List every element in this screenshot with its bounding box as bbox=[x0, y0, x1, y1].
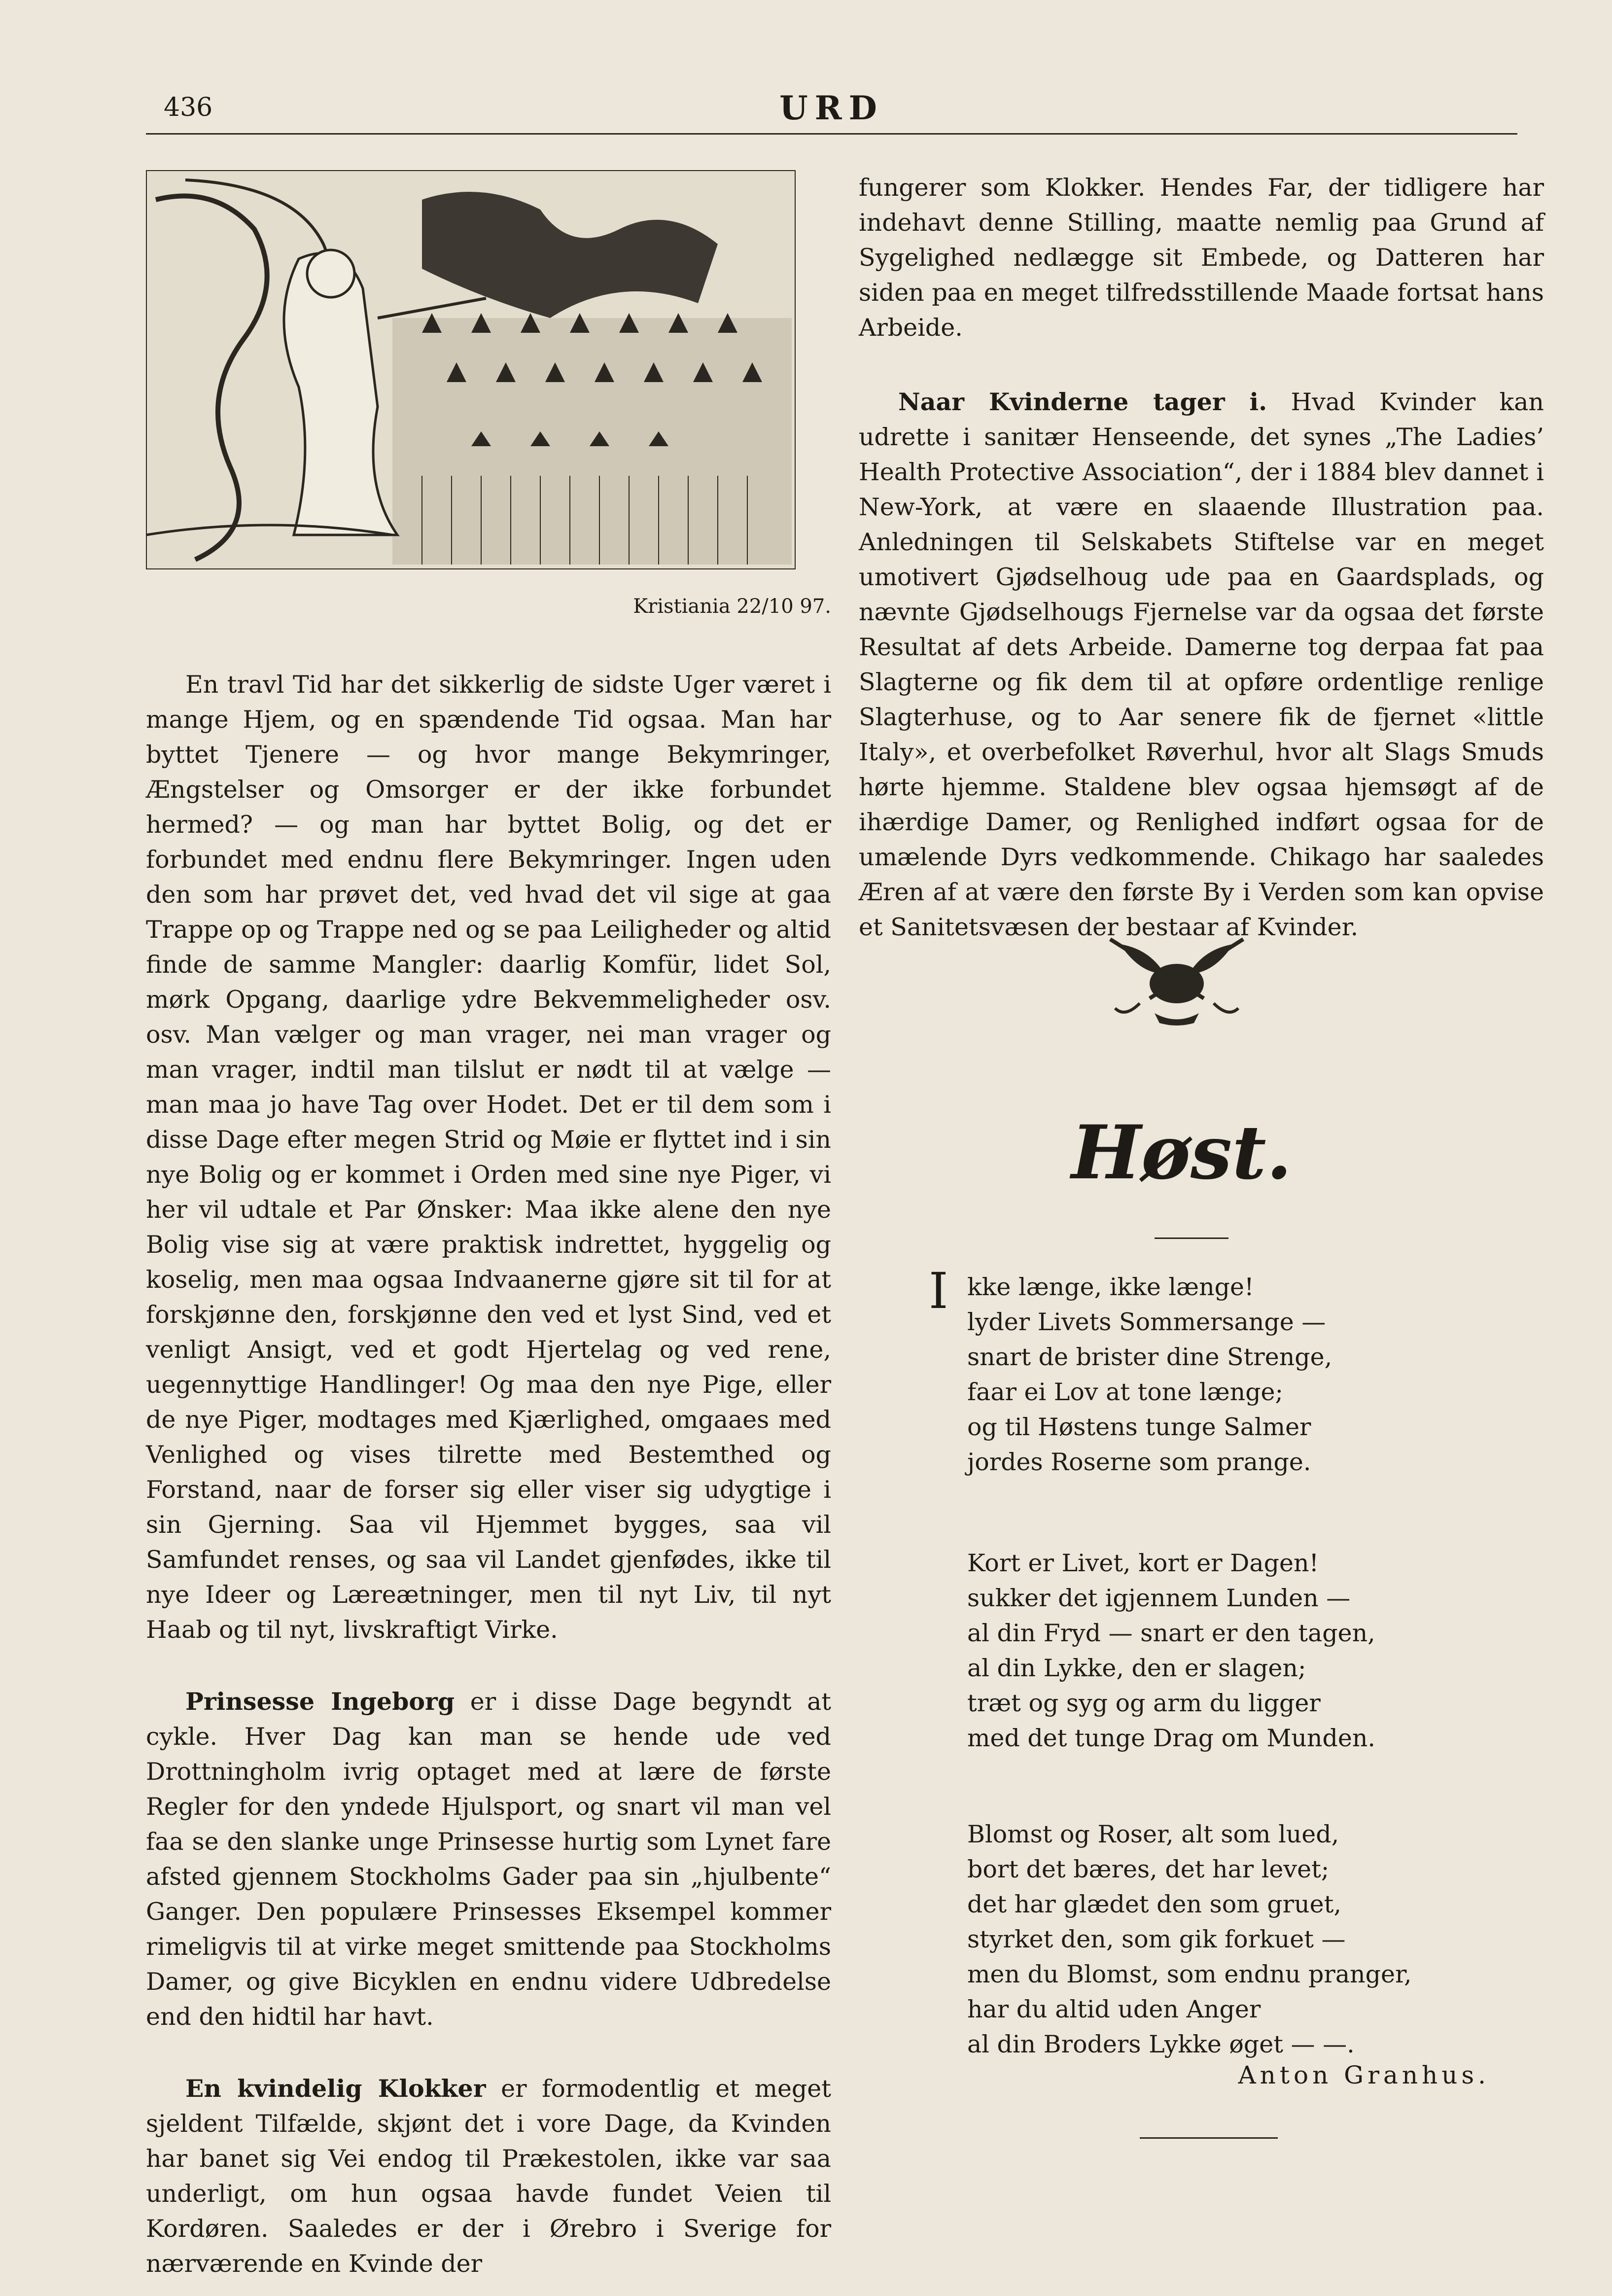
poem-line: Blomst og Roser, alt som lued, bbox=[967, 1820, 1339, 1848]
poem-title: Høst. bbox=[1071, 1109, 1292, 1196]
poem-line: træt og syg og arm du ligger bbox=[967, 1689, 1321, 1717]
poem-line: styrket den, som gik forkuet — bbox=[967, 1925, 1346, 1953]
poem-line: og til Høstens tunge Salmer bbox=[967, 1413, 1311, 1441]
poem-line: kke længe, ikke længe! bbox=[967, 1273, 1254, 1301]
poem-line: lyder Livets Sommersange — bbox=[967, 1308, 1326, 1336]
paragraph-body: fungerer som Klokker. Hendes Far, der tidligere har indehavt denne Stilling, maatte nemlig paa Grund af Sygelighed nedlægge sit Embede, og Datteren har siden paa en meget tilfredsstillende Maade fortsat hans Arbeide. bbox=[859, 174, 1544, 342]
poem-stanza bbox=[967, 1546, 1509, 1756]
page-header bbox=[146, 84, 1517, 135]
poem-line: med det tunge Drag om Munden. bbox=[967, 1724, 1375, 1752]
poem-stanza bbox=[967, 1817, 1509, 2062]
poem-line: Kort er Livet, kort er Dagen! bbox=[967, 1549, 1319, 1577]
poem-line: sukker det igjennem Lunden — bbox=[967, 1584, 1351, 1612]
poem-line: har du altid uden Anger bbox=[967, 1995, 1261, 2023]
poem-line: faar ei Lov at tone længe; bbox=[967, 1378, 1284, 1406]
illustration-caption: Kristiania 22/10 97. bbox=[633, 595, 831, 618]
left-column-text bbox=[146, 667, 831, 2281]
title-divider bbox=[1155, 1237, 1228, 1239]
paragraph-body: er i disse Dage begyndt at cykle. Hver Dag kan man se hende ude ved Drottningholm ivrig optaget med at lære de første Regler for den yndede Hjulsport, og snart vil man vel faa se den slanke unge Prinsesse hurtig som Lynet fare afsted gjennem Stockholms Gader paa sin „hjulbente“ Ganger. Den populære Prinsesses Eksempel kommer rimeligvis til at virke meget smittende paa Stockholms Damer, og give Bicyklen en endnu videre Udbredelse end den hidtil har havt. bbox=[146, 1688, 831, 2031]
poem-line: al din Broders Lykke øget — —. bbox=[967, 2030, 1355, 2058]
article-paragraph bbox=[146, 1684, 831, 2034]
right-column-text bbox=[859, 170, 1544, 945]
vignette-illustration bbox=[146, 170, 796, 569]
poem-author: Anton Granhus. bbox=[1238, 2061, 1490, 2089]
page-number: 436 bbox=[164, 93, 213, 122]
article-paragraph bbox=[146, 667, 831, 1647]
end-divider bbox=[1140, 2137, 1278, 2139]
article-paragraph bbox=[859, 170, 1544, 345]
poem-stanza bbox=[929, 1262, 1509, 1480]
poem-line: bort det bæres, det har levet; bbox=[967, 1855, 1330, 1883]
paragraph-body: En travl Tid har det sikkerlig de sidste Uger været i mange Hjem, og en spændende Tid ogsaa. Man har byttet Tjenere — og hvor mange Bekymringer, Ængstelser og Omsorger er der ikke forbundet hermed? — og man har byttet Bolig, og det er forbundet med endnu flere Bekymringer. Ingen uden den som har prøvet det, ved hvad det vil sige at gaa Trappe op og Trappe ned og se paa Leiligheder og altid finde de samme Mangler: daarlig Komfür, lidet Sol, mørk Opgang, daarlige ydre Bekvemmeligheder osv. osv. Man vælger og man vrager, nei man vrager og man vrager, indtil man tilslut er nødt til at vælge — man maa jo have Tag over Hodet. Det er til dem som i disse Dage efter megen Strid og Møie er flyttet ind i sin nye Bolig og er kommet i Orden med sine nye Piger, vi her vil udtale et Par Ønsker: Maa ikke alene den nye Bolig vise sig at være praktisk indrettet, hyggelig og koselig, men maa ogsaa Indvaanerne gjøre sit til for at forskjønne den, forskjønne den ved et lyst Sind, ved et venligt Ansigt, ved et godt Hjertelag og ved rene, uegennyttige Handlinger! Og maa den nye Pige, eller de nye Piger, modtages med Kjærlighed, omgaaes med Venlighed og vises tilrette med Bestemthed og Forstand, naar de forser sig eller viser sig udygtige i sin Gjerning. Saa vil Hjemmet bygges, saa vil Samfundet renses, og saa vil Landet gjenfødes, ikke til nye Ideer og Læreætninger, men til nyt Liv, til nyt Haab og til nyt, livskraftigt Virke. bbox=[146, 671, 831, 1644]
poem-line: det har glædet den som gruet, bbox=[967, 1890, 1341, 1918]
paragraph-lead: En kvindelig Klokker bbox=[185, 2074, 486, 2103]
paragraph-body: Hvad Kvinder kan udrette i sanitær Henseende, det synes „The Ladies’ Health Protective Association“, der i 1884 blev dannet i New-York, at være en slaaende Illustration paa. Anledningen til Selskabets Stiftelse var en meget umotivert Gjødselhoug ude paa en Gaardsplads, og nævnte Gjødselhougs Fjernelse var da ogsaa det første Resultat af dets Arbeide. Damerne tog derpaa fat paa Slagterne og fik dem til at opføre ordentlige renlige Slagterhuse, og to Aar senere fik de fjernet «little Italy», et overbefolket Røverhul, hvor alt Slags Smuds hørte hjemme. Staldene blev ogsaa hjemsøgt af de ihærdige Damer, og Renlighed indført ogsaa for de umælende Dyrs vedkommende. Chikago har saaledes Æren af at være den første By i Verden som kan opvise et Sanitetsvæsen der bestaar af Kvinder. bbox=[859, 388, 1544, 941]
drop-cap: I bbox=[929, 1262, 948, 1320]
poem-line: snart de brister dine Strenge, bbox=[967, 1343, 1332, 1371]
paragraph-lead: Naar Kvinderne tager i. bbox=[898, 388, 1267, 416]
quill-ornament-icon bbox=[1105, 929, 1248, 1028]
poem-line: al din Fryd — snart er den tagen, bbox=[967, 1619, 1375, 1647]
article-paragraph bbox=[859, 385, 1544, 945]
paragraph-body: er formodentlig et meget sjeldent Tilfælde, skjønt det i vore Dage, da Kvinden har banet sig Vei endog til Prækestolen, ikke var saa underligt, om hun ogsaa havde fundet Veien til Kordøren. Saaledes er der i Ørebro i Sverige for nærværende en Kvinde der bbox=[146, 2075, 831, 2278]
poem-line: men du Blomst, som endnu pranger, bbox=[967, 1960, 1412, 1988]
paragraph-lead: Prinsesse Ingeborg bbox=[185, 1687, 455, 1716]
running-head: URD bbox=[779, 89, 884, 127]
article-paragraph bbox=[146, 2071, 831, 2281]
poem-line: al din Lykke, den er slagen; bbox=[967, 1654, 1306, 1682]
poem-line: jordes Roserne som prange. bbox=[967, 1448, 1311, 1476]
